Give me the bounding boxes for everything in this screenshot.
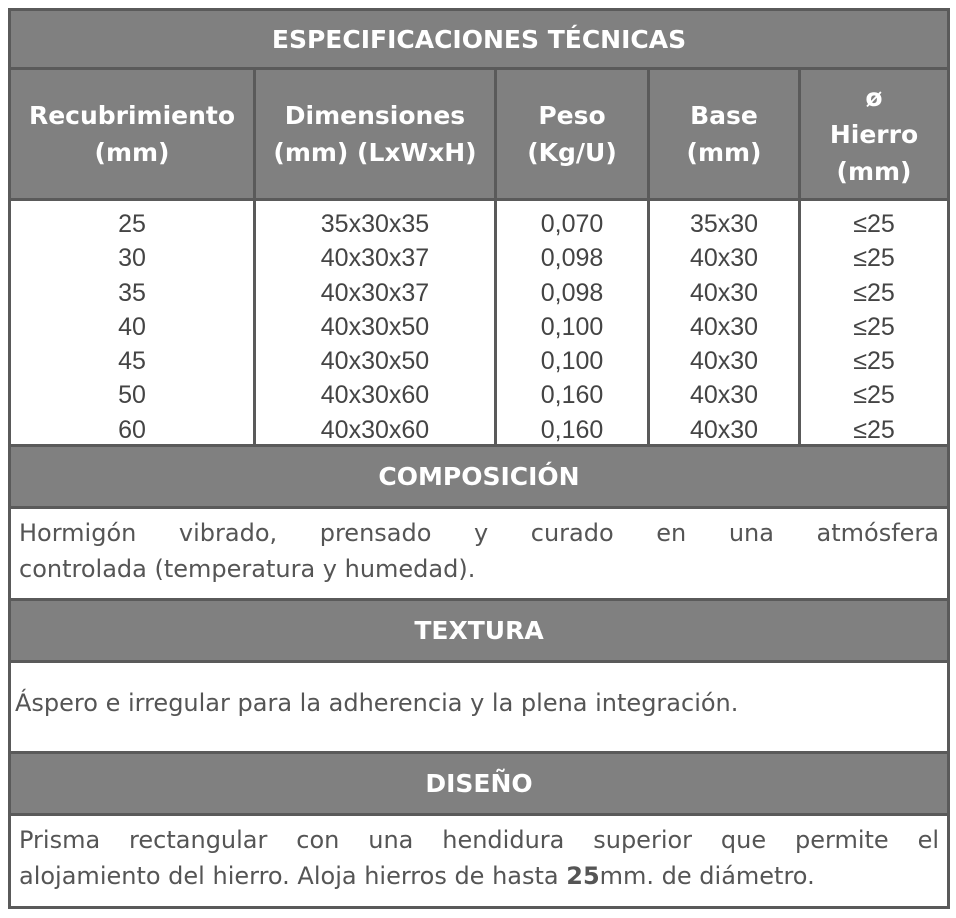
- table-cell: 40x30x60: [320, 381, 430, 410]
- col-label: Dimensiones: [284, 101, 466, 130]
- table-cell: 35x30: [689, 210, 759, 238]
- textura-title: TEXTURA: [11, 601, 947, 660]
- data-body: [11, 201, 947, 444]
- table-cell: ≤25: [853, 415, 895, 444]
- col-header-dimensiones: [256, 70, 494, 198]
- col-header-hierro: [801, 70, 947, 198]
- table-cell: 0,160: [540, 381, 604, 410]
- diseno-text: [11, 816, 947, 906]
- table-cell: 40x30: [689, 381, 759, 410]
- table-cell: 35x30x35: [320, 210, 430, 238]
- table-cell: 0,098: [540, 278, 604, 307]
- col-recubrimiento: [11, 201, 253, 444]
- text-line: Prisma rectangular con una hendidura superior que permite el: [19, 826, 939, 854]
- table-cell: 0,100: [540, 347, 604, 376]
- text-line: Hormigón vibrado, prensado y curado en una atmósfera: [19, 519, 939, 547]
- table-cell: ≤25: [853, 278, 895, 307]
- col-hierro: [801, 201, 947, 444]
- col-label: Base: [690, 101, 758, 130]
- table-cell: 0,160: [540, 415, 604, 444]
- size-value: 25: [566, 862, 600, 890]
- table-cell: ≤25: [853, 312, 895, 341]
- diseno-title: DISEÑO: [11, 754, 947, 813]
- table-cell: 60: [118, 415, 146, 444]
- col-dimensiones: [256, 201, 494, 444]
- table-cell: ≤25: [853, 244, 895, 273]
- col-unit: (mm): [94, 138, 170, 167]
- col-label: Recubrimiento: [28, 101, 236, 130]
- table-cell: 35: [118, 278, 146, 307]
- table-cell: ≤25: [853, 347, 895, 376]
- col-unit: (mm): [836, 156, 912, 186]
- table-cell: 40x30: [689, 415, 759, 444]
- table-cell: 0,100: [540, 312, 604, 341]
- text-line: controlada (temperatura y humedad).: [19, 555, 476, 583]
- col-header-peso: [497, 70, 647, 198]
- col-label: Peso: [538, 101, 606, 130]
- table-cell: 40x30x50: [320, 312, 430, 341]
- table-cell: 40x30x37: [320, 278, 430, 307]
- table-cell: ≤25: [853, 210, 895, 238]
- composicion-title: COMPOSICIÓN: [11, 447, 947, 506]
- table-cell: 0,070: [540, 210, 604, 238]
- table-cell: 30: [118, 244, 146, 273]
- col-unit: (mm) (LxWxH): [273, 138, 477, 167]
- col-peso: [497, 201, 647, 444]
- table-cell: 40x30x50: [320, 347, 430, 376]
- composicion-text: [11, 509, 947, 598]
- col-unit: (mm): [686, 138, 762, 167]
- col-label: Hierro: [829, 119, 919, 149]
- table-cell: 40x30: [689, 312, 759, 341]
- diameter-symbol: ø: [865, 82, 883, 112]
- specs-table: [8, 8, 950, 909]
- table-cell: ≤25: [853, 381, 895, 410]
- col-base: [650, 201, 798, 444]
- specs-title: ESPECIFICACIONES TÉCNICAS: [11, 11, 947, 67]
- table-cell: 40x30: [689, 244, 759, 273]
- text-line: alojamiento del hierro. Aloja hierros de hasta: [19, 862, 567, 890]
- header-row: [11, 70, 947, 198]
- table-cell: 50: [118, 381, 146, 410]
- table-cell: 0,098: [540, 244, 604, 273]
- table-cell: 40x30: [689, 347, 759, 376]
- text-line: mm. de diámetro.: [599, 862, 815, 890]
- table-cell: 40: [118, 312, 146, 341]
- table-cell: 40x30x37: [320, 244, 430, 273]
- textura-text: Áspero e irregular para la adherencia y la plena integración.: [11, 663, 947, 751]
- col-header-recubrimiento: [11, 70, 253, 198]
- col-unit: (Kg/U): [527, 138, 617, 167]
- col-header-base: [650, 70, 798, 198]
- table-cell: 40x30x60: [320, 415, 430, 444]
- table-cell: 45: [118, 347, 146, 376]
- table-cell: 25: [118, 210, 146, 238]
- table-cell: 40x30: [689, 278, 759, 307]
